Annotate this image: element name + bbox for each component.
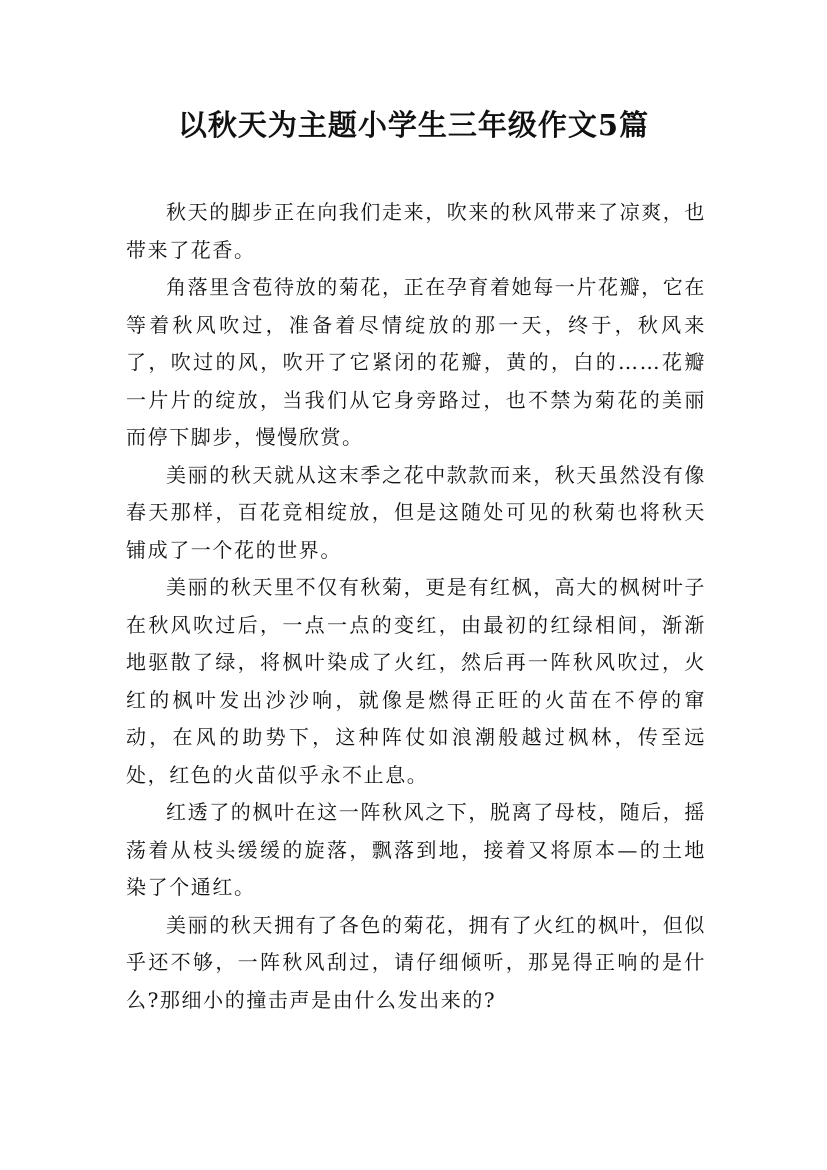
paragraph-1: 秋天的脚步正在向我们走来，吹来的秋风带来了凉爽，也带来了花香。 xyxy=(126,200,706,262)
paragraph-5: 红透了的枫叶在这一阵秋风之下，脱离了母枝，随后，摇荡着从枝头缓缓的旋落，飘落到地，接着又将原本—的土地染了个通红。 xyxy=(126,800,706,899)
document-title: 以秋天为主题小学生三年级作文5篇 xyxy=(177,108,650,142)
paragraph-6: 美丽的秋天拥有了各色的菊花，拥有了火红的枫叶，但似乎还不够，一阵秋风刮过，请仔细倾听，那晃得正响的是什么?那细小的撞击声是由什么发出来的? xyxy=(126,912,706,1012)
paragraph-4: 美丽的秋天里不仅有秋菊，更是有红枫，高大的枫树叶子在秋风吹过后，一点一点的变红，由最初的红绿相间，渐渐地驱散了绿，将枫叶染成了火红，然后再一阵秋风吹过，火红的枫叶发出沙沙响，就像是燃得正旺的火苗在不停的窜动，在风的助势下，这种阵仗如浪潮般越过枫林，传至远处，红色的火苗似乎永不止息。 xyxy=(126,575,706,787)
paragraph-3: 美丽的秋天就从这末季之花中款款而来，秋天虽然没有像春天那样，百花竞相绽放，但是这随处可见的秋菊也将秋天铺成了一个花的世界。 xyxy=(126,462,706,562)
essay-body xyxy=(126,194,706,1019)
paragraph-2: 角落里含苞待放的菊花，正在孕育着她每一片花瓣，它在等着秋风吹过，准备着尽情绽放的那一天，终于，秋风来了，吹过的风，吹开了它紧闭的花瓣，黄的，白的……花瓣一片片的绽放，当我们从它身旁路过，也不禁为菊花的美丽而停下脚步，慢慢欣赏。 xyxy=(126,275,706,449)
